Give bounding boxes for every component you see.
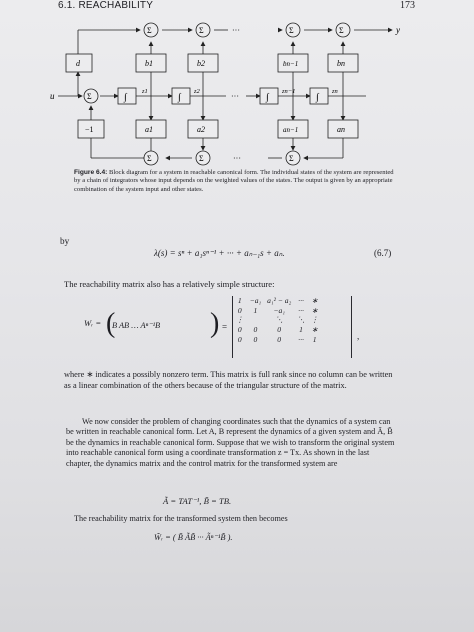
gain-a1: a1 [145,125,153,134]
sum-label: Σ [199,154,204,163]
comma: , [357,331,360,341]
matrix-cell: −a₁ [249,296,262,306]
input-label: u [50,91,55,101]
matrix-cell: ⋱ [297,315,305,325]
matrix-cell: ∗ [311,305,318,315]
integrator-icon: ∫ [266,92,269,103]
matrix-cell: ··· [298,305,304,315]
running-header: 6.1. REACHABILITY [58,0,154,11]
reachability-matrix [232,296,352,358]
matrix-cell: 1 [253,305,258,315]
sum-label: Σ [289,154,294,163]
matrix-cell: 0 [237,305,242,315]
sum-label: Σ [87,92,92,101]
matrix-cell: 1 [237,296,242,306]
wr-lhs: Wᵣ = [84,318,102,328]
matrix-cell: ⋮ [310,315,319,325]
equation-characteristic-polynomial: λ(s) = sⁿ + a₁sⁿ⁻¹ + ··· + aₙ₋₁s + aₙ. [154,248,285,258]
equation-transform: Ã = TAT⁻¹, B̃ = TB. [163,496,232,506]
matrix-cell: 0 [237,334,242,344]
integrator-icon: ∫ [124,92,127,103]
sum-label: Σ [289,26,294,35]
sum-label: Σ [147,154,152,163]
reachability-intro: The reachability matrix also has a relatively simple structure: [64,279,275,289]
state-z2: z2 [194,88,200,95]
output-label: y [396,25,400,35]
matrix-row [233,315,321,325]
gain-minus-1: −1 [85,125,94,134]
matrix-cell: 0 [253,325,258,335]
ellipsis: ··· [233,154,241,163]
matrix-cell: 1 [312,334,317,344]
matrix-cell: 0 [237,325,242,335]
matrix-cell: 0 [277,334,282,344]
page-number: 173 [400,0,415,11]
matrix-cell [247,315,265,325]
ellipsis: ··· [231,92,239,101]
right-paren: ) [210,308,220,339]
text-by: by [60,236,70,246]
gain-an-1: an−1 [283,126,299,134]
matrix-cell: 1 [299,325,303,335]
gain-an: an [337,125,345,134]
matrix-row [233,334,321,344]
sum-label: Σ [199,26,204,35]
sum-label: Σ [147,26,152,35]
matrix-cell: ··· [298,296,304,306]
sum-label: Σ [339,26,344,35]
equation-wr-tilde: W̃ᵣ = ( B̃ ÃB̃ ··· Ãⁿ⁻¹B̃ ). [154,533,233,542]
equation-number: (6.7) [374,248,392,258]
block-diagram [48,10,408,168]
state-zn-1: zn−1 [282,88,296,95]
integrator-icon: ∫ [178,92,181,103]
coordinate-change-paragraph: We now consider the problem of changing coordinates such that the dynamics of a system can be written in reachable canonical form. Let A, B represent the dynamics of a given system and Ã, B̃ be the dynamics in reachable canonical form. Suppose that we wish to transform the original system into reachable canonical form using a coordinate transformation z = Tx. As shown in the last chapter, the dynamics matrix and the control matrix for the transformed system are [66,417,395,468]
state-z1: z1 [142,88,148,95]
matrix-cell: 0 [253,334,258,344]
figure-caption [74,169,400,194]
matrix-cell: ··· [298,334,304,344]
matrix-cell: 0 [277,325,282,335]
matrix-cell: ⋱ [275,315,283,325]
matrix-row [233,306,321,316]
matrix-row [233,325,321,335]
transformed-intro: The reachability matrix for the transformed system then becomes [74,514,288,523]
matrix-cell: ∗ [311,296,318,306]
caption-text: Block diagram for a system in reachable canonical form. The individual states of the system are represented by a chain of integrators whose input depends on the weighted values of the states. The output is given by an appropriate combination of the system input and other states. [74,169,394,193]
gain-bn: bn [337,59,345,68]
gain-b2: b2 [197,59,205,68]
caption-label: Figure 6.4: [74,169,108,176]
matrix-cell: ∗ [311,325,318,335]
ellipsis: ··· [232,26,240,35]
left-paren: ( [106,308,116,339]
matrix-row [233,296,321,306]
gain-a2: a2 [197,125,205,134]
state-zn: zn [332,88,338,95]
gain-b1: b1 [145,59,153,68]
star-note: where ∗ indicates a possibly nonzero term. This matrix is full rank since no column can be written as a linear combination of the others because of the triangular structure of the matrix. [64,370,393,390]
matrix-cell: ⋮ [236,315,244,325]
equals-sign: = [222,322,228,332]
gain-d: d [76,59,80,68]
wr-row: B AB … Aⁿ⁻¹B [112,321,161,330]
gain-bn-1: bn−1 [283,60,299,68]
matrix-cell: a₁² − a₂ [267,296,292,306]
integrator-icon: ∫ [316,92,319,103]
matrix-cell: −a₁ [273,305,285,315]
